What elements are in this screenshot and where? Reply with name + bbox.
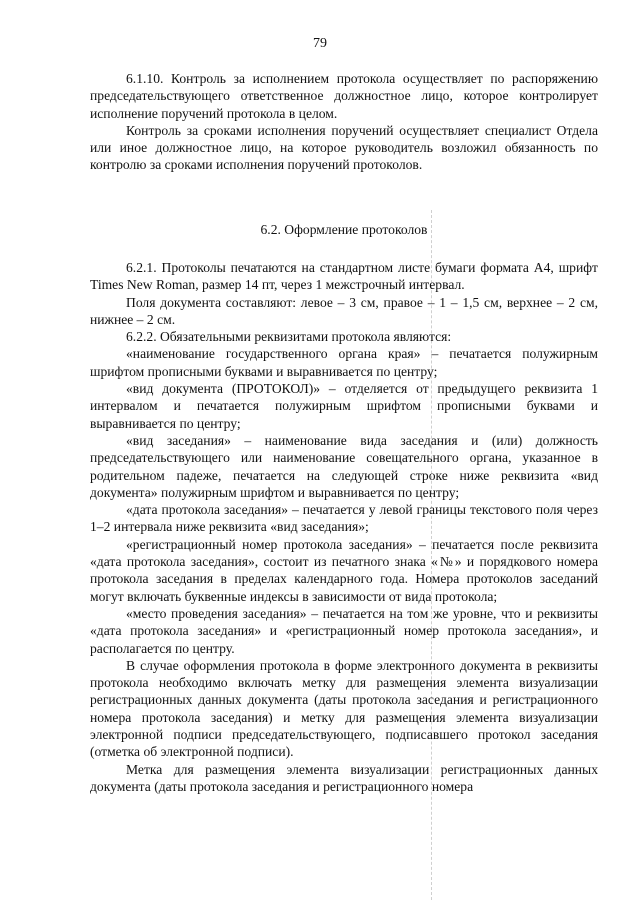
- paragraph: «место проведения заседания» – печатается на том же уровне, что и реквизиты «дата протокола заседания» и «регистрационный номер протокола заседания», и располагается по центру.: [90, 605, 598, 656]
- section-6-1-text: [90, 70, 598, 174]
- paragraph: 6.2.2. Обязательными реквизитами протокола являются:: [126, 329, 452, 345]
- paragraph: Контроль за сроками исполнения поручений осуществляет специалист Отдела или иное должностное лицо, на которое руководитель возложил обязанность по контролю за сроками исполнения поручений протоколов.: [90, 122, 598, 173]
- paragraph: «дата протокола заседания» – печатается у левой границы текстового поля через 1–2 интервала ниже реквизита «вид заседания»;: [90, 502, 598, 535]
- paragraph: 6.1.10. Контроль за исполнением протокола осуществляет по распоряжению председательствующего ответственное должностное лицо, которое контролирует исполнение поручений протокола в целом.: [90, 71, 598, 121]
- paragraph: Метка для размещения элемента визуализации регистрационных данных документа (даты протокола заседания и регистрационного номера: [90, 761, 598, 794]
- paragraph: «наименование государственного органа края» – печатается полужирным шрифтом прописными буквами и выравнивается по центру;: [90, 346, 598, 379]
- paragraph: В случае оформления протокола в форме электронного документа в реквизиты протокола необходимо включать метку для размещения элемента визуализации регистрационных данных документа (даты протокола заседания и регистрационного номера протокола заседания) и метку для размещения элемента визуализации электронной подписи председательствующего, подписавшего протокол заседания (отметка об электронной подписи).: [90, 657, 598, 760]
- paragraph: 6.2.1. Протоколы печатаются на стандартном листе бумаги формата А4, шрифт Times New Roman, размер 14 пт, через 1 межстрочный интервал.: [90, 260, 598, 293]
- paragraph: «регистрационный номер протокола заседания» – печатается после реквизита «дата протокола заседания», состоит из печатного знака «№» и порядкового номера протокола заседания в пределах календарного года. Номера протоколов заседаний могут включать буквенные индексы в зависимости от вида протокола;: [90, 536, 598, 604]
- paragraph: Поля документа составляют: левое – 3 см, правое – 1 – 1,5 см, верхнее – 2 см, нижнее – 2 см.: [90, 294, 598, 327]
- paragraph: «вид документа (ПРОТОКОЛ)» – отделяется от предыдущего реквизита 1 интервалом и печатается полужирным шрифтом прописными буквами и выравнивается по центру;: [90, 381, 598, 431]
- section-heading: 6.2. Оформление протоколов: [260, 222, 428, 237]
- section-6-2-text: [90, 259, 598, 795]
- page-number: 79: [313, 36, 327, 51]
- paragraph: «вид заседания» – наименование вида заседания и (или) должность председательствующего или наименование совещательного органа, указанное в родительном падеже, печатается на следующей строке ниже реквизита «вид документа» полужирным шрифтом и выравнивается по центру;: [90, 432, 598, 500]
